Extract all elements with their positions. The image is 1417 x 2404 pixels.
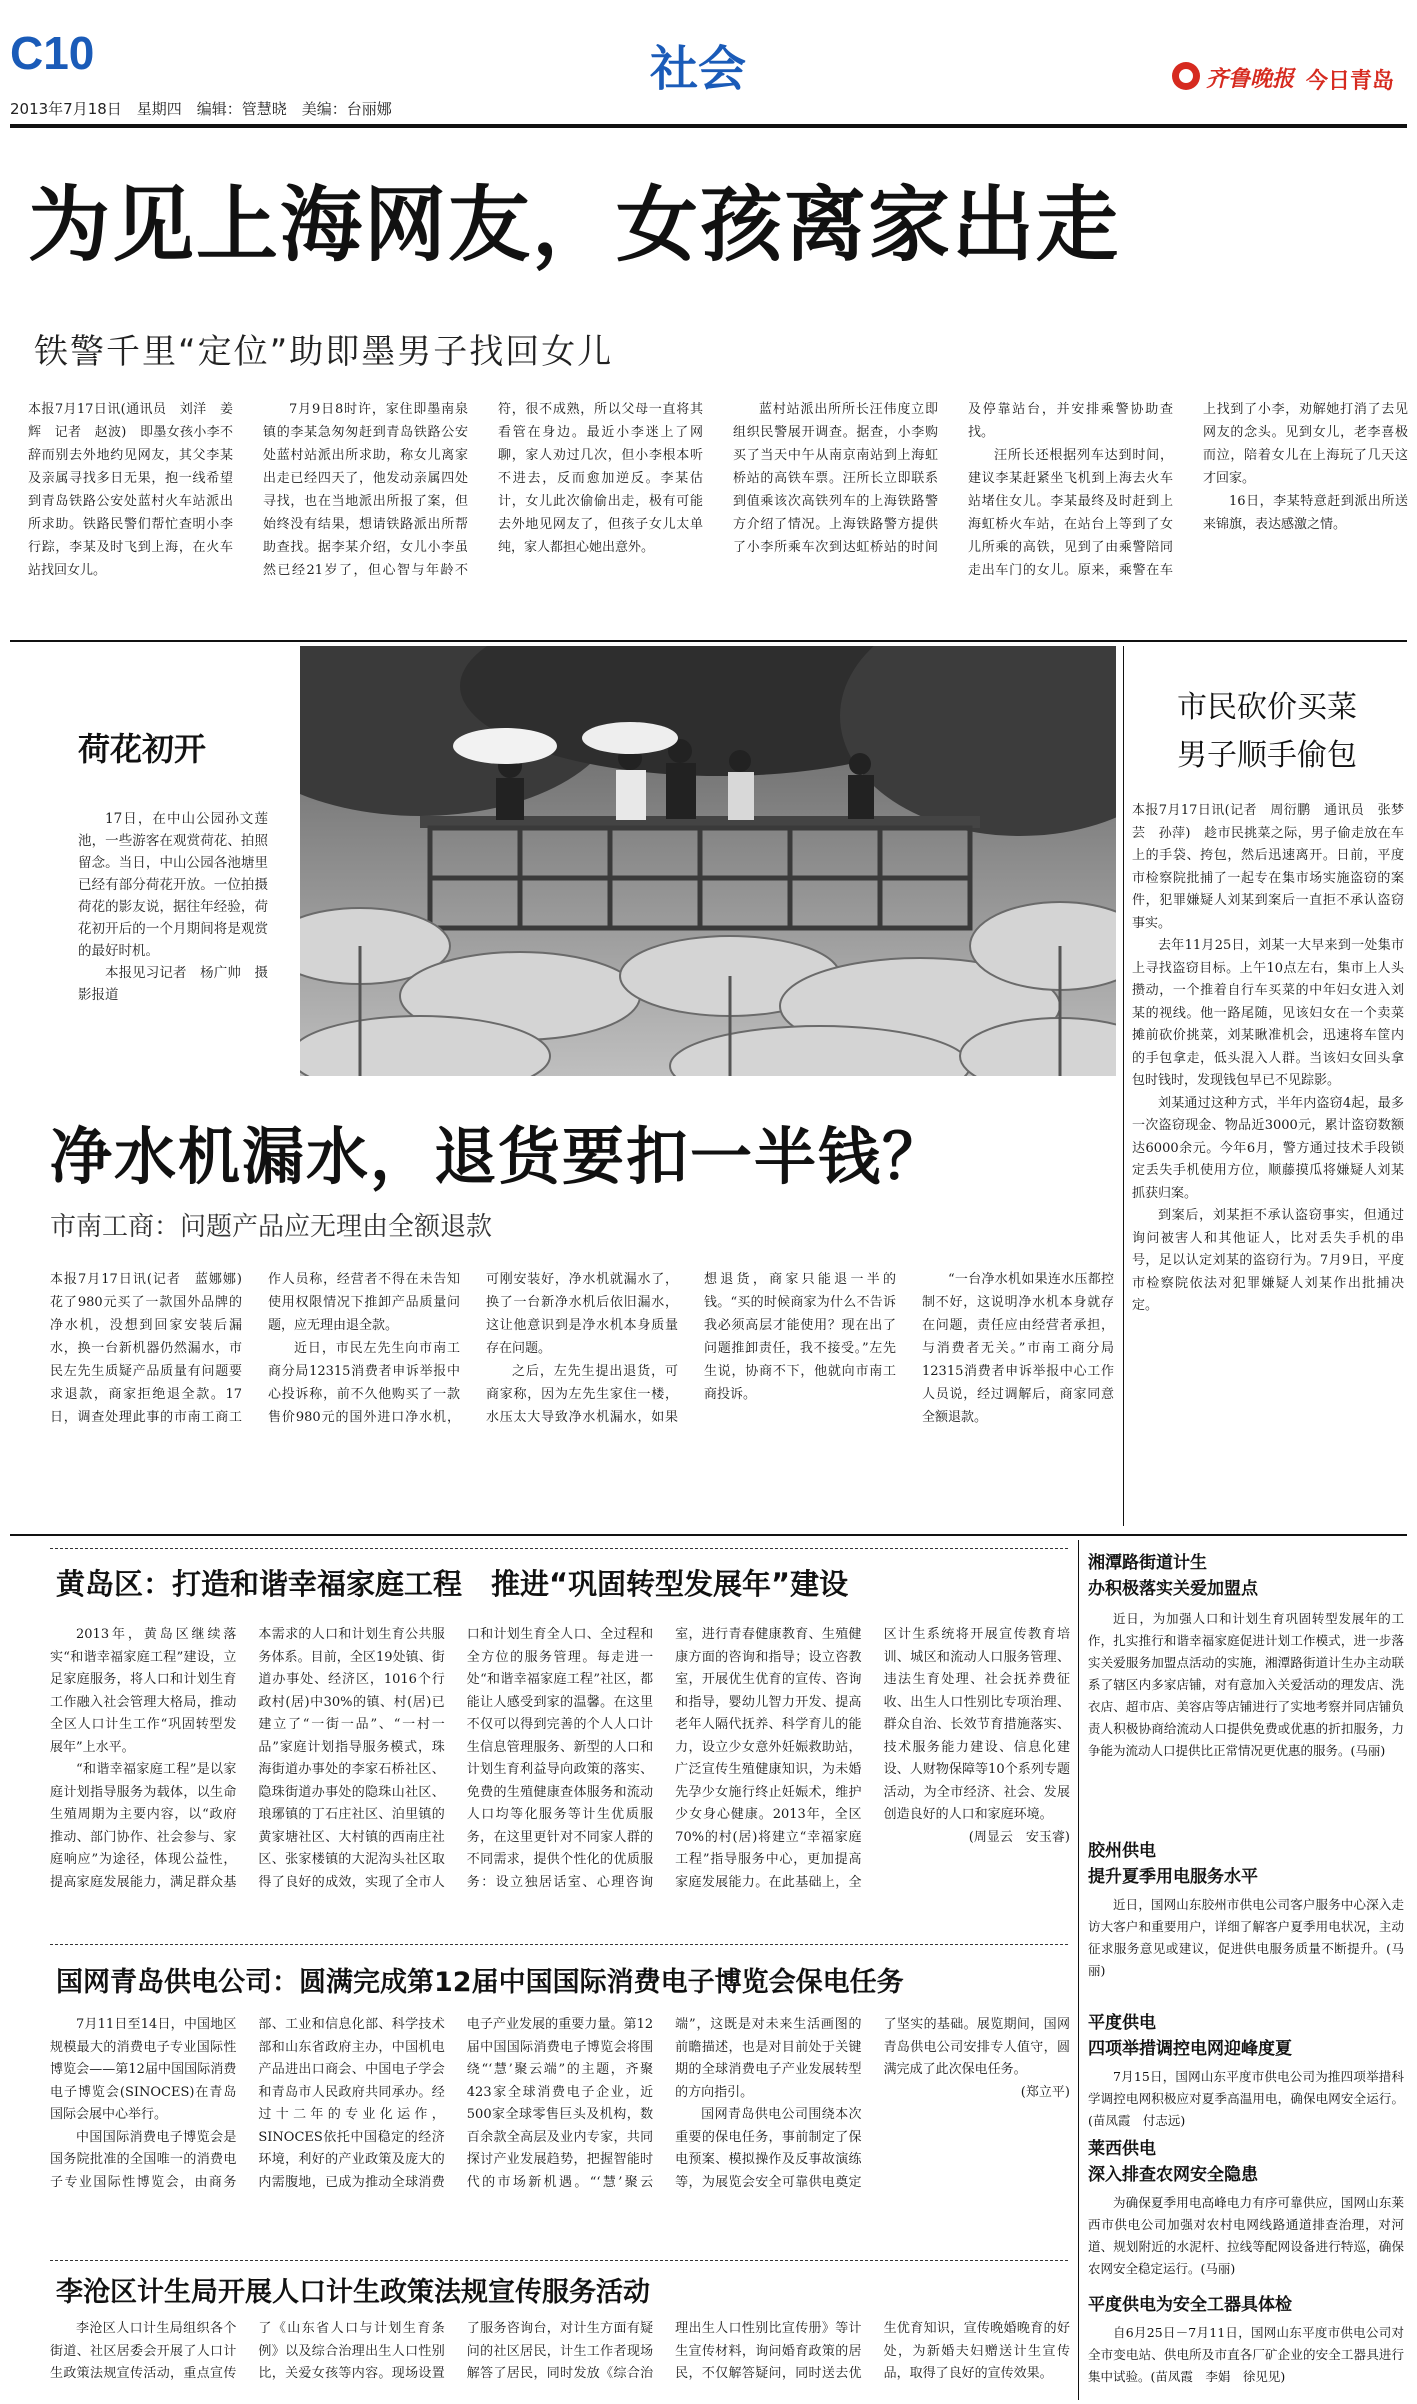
sidebar-item-body [1088,2322,1404,2400]
sidebar-item-text: 为确保夏季用电高峰电力有序可靠供应，国网山东莱西市供电公司加强对农村电网线路通道排查治理，对河道、规划附近的水泥杆、拉线等配网设备进行特巡，确保农网安全稳定运行。(马丽) [1088,2195,1404,2276]
sidebar-item-title-line2: 深入排查农网安全隐患 [1088,2165,1258,2185]
story3-para: 去年11月25日，刘某一大早来到一处集市上寻找盗窃目标。上午10点左右，集市上人头攒动，一个推着自行车买菜的中年妇女进入刘某的视线。他一路尾随，见该妇女在一个卖菜摊前砍价挑菜，刘某瞅准机会，迅速将车筐内的手包拿走，低头混入人群。当该妇女回头拿包时钱时，发现钱包早已不见踪影。 [1132,938,1404,1088]
story3-headline-line1: 市民砍价买菜 [1177,690,1357,725]
story6-headline: 李沧区计生局开展人口计生政策法规宣传服务活动 [56,2277,650,2308]
story2-para: “一台净水机如果连水压都控制不好，这说明净水机本身就存在问题，责任应由经营者承担，与消费者无关。”市南工商分局12315消费者申诉举报中心工作人员说，经过调解后，商家同意全额退款。 [922,1272,1114,1425]
story5-para: 7月11日至14日，中国地区规模最大的消费电子专业国际性博览会——第12届中国国际消费电子博览会(SINOCES)在青岛国际会展中心举行。 [50,2017,237,2122]
sidebar-item-title-line2: 办积极落实关爱加盟点 [1088,1579,1258,1599]
story4-para: “和谐幸福家庭工程”是以家庭计划指导服务为载体，以生命生殖周期为主要内容，以“政府推动、部门协作、社会参与、家庭响应”为途径，体现公益性，提高家庭发展能力，满足群众基本需求的人口和计划生育公共服务体系。目前，全区19处镇、街道办事处、经济区，1016个行政村(居)中30%的镇、村(居)已建立了“一街一品”、“一村一品”家庭计划指导服务模式，珠海街道办事处的李家石桥社区、隐珠街道办事处的隐珠山社区、琅琊镇的丁石庄社区、泊里镇的黄家塘社区、大村镇的西南庄社区、张家楼镇的大泥沟头社区取得了良好的成效，实现了全市人口和计划生育全人口、全过程和全方位的服务管理。每走进一处“和谐幸福家庭工程”社区，都能让人感受到家的温馨。在这里不仅可以得到完善的个人人口计生信息管理服务、新型的人口和计划生育利益导向政策的落实、免费的生殖健康查体服务和流动人口均等化服务等计生优质服务，在这里更针对不同家人群的不同需求，提供个性化的优质服务：设立独居话室、心理咨询室，进行青春健康教育、生殖健康方面的咨询和指导；设立咨教室，开展优生优育的宣传、咨询和指导，婴幼儿智力开发、提高老年人隔代抚养、科学育儿的能力，设立少女意外妊娠救助站，广泛宣传生殖健康知识，为未婚先孕少女施行终止妊娠术，维护少女身心健康。2013年，全区70%的村(居)将建立“幸福家庭工程”指导服务中心，更加提高家庭发展能力。在此基础上，全区计生系统将开展宣传教育培训、城区和流动人口服务管理、违法生育处理、社会抚养费征收、出生人口性别比专项治理、群众自治、长效节育措施落实、技术服务能力建设、信息化建设、人财物保障等10个系列专题活动，为全市经济、社会、发展创造良好的人口和家庭环境。 [50,1627,1070,1890]
story2-subheadline: 市南工商：问题产品应无理由全额退款 [50,1212,493,1242]
story1-para: 汪所长还根据列车达到时间，建议李某赶紧坐飞机到上海去火车站堵住女儿。李某最终及时赶到上海虹桥火车站，在站台上等到了女儿所乘的高铁，见到了由乘警陪同走出车门的女儿。原来，乘警在车上找到了小李，劝解她打消了去见网友的念头。见到女儿，老李喜极而泣，陪着女儿在上海玩了几天这才回家。 [968,402,1408,578]
story4-body [50,1624,1070,1934]
story4-headline: 黄岛区：打造和谐幸福家庭工程 推进“巩固转型发展年”建设 [56,1567,849,1601]
sidebar-item-title [1088,1838,1404,1890]
story2-para: 本报7月17日讯(记者 蓝娜娜) 花了980元买了一款国外品牌的净水机，没想到回家安装后漏水，换一台新机器仍然漏水，市民左先生质疑产品质量有问题要求退款，商家拒绝退全款。17日，调查处理此事的市南工商工作人员称，经营者不得在未告知使用权限情况下推卸产品质量问题，应无理由退全款。 [50,1272,460,1425]
story4-byline: (周显云 安玉睿) [968,1829,1070,1845]
sidebar-item-title [1088,2136,1404,2188]
photo-credit: 本报见习记者 杨广帅 摄影报道 [78,965,268,1003]
divider [10,640,1407,642]
story1-para: 7月9日8时许，家住即墨南泉镇的李某急匆匆赶到青岛铁路公安处蓝村站派出所求助，称女儿离家出走已经四天了，他发动亲属四处寻找，也在当地派出所报了案，但始终没有结果，想请铁路派出所帮助查找。据李某介绍，女儿小李虽然已经21岁了，但心智与年龄不符，很不成熟，所以父母一直将其看管在身边。最近小李迷上了网聊，家人劝过几次，但小李根本听不进去，反而愈加逆反。李某估计，女儿此次偷偷出走，极有可能去外地见网友了，但孩子女儿太单纯，家人都担心她出意外。 [263,402,703,578]
story1-para: 本报7月17日讯(通讯员 刘洋 姜辉 记者 赵波) 即墨女孩小李不辞而别去外地约见网友，其父李某及亲属寻找多日无果，抱一线希望到青岛铁路公安处蓝村火车站派出所求助。铁路民警们帮忙查明小李行踪，李某及时飞到上海，在火车站找回女儿。 [28,402,233,578]
story3-headline [1132,684,1402,780]
sidebar-item-body [1088,1894,1404,2004]
story6-para: 李沧区人口计生局组织各个街道、社区居委会开展了人口计生政策法规宣传活动，重点宣传了《山东省人口与计划生育条例》以及综合治理出生人口性别比，关爱女孩等内容。现场设置了服务咨询台，对计生方面有疑问的社区居民，计生工作者现场解答了居民，同时发放《综合治理出生人口性别比宣传册》等计生宣传材料，询问婚育政策的居民，不仅解答疑问，同时送去优生优育知识，宣传晚婚晚育的好处，为新婚夫妇赠送计生宣传品，取得了良好的宣传效果。 [50,2321,1070,2381]
story3-headline-line2: 男子顺手偷包 [1177,738,1357,773]
right-column-rule [1123,646,1124,1526]
sidebar-item-text: 近日，为加强人口和计划生育巩固转型发展年的工作，扎实推行和谐幸福家庭促进计划工作模式，进一步落实关爱服务加盟点活动的实施，湘潭路街道计生办主动联系了辖区内多家店铺，对有意加入关爱活动的理发店、洗衣店、超市店、美容店等店铺进行了实地考察并同店铺负责人积极协商给流动人口提供免费或优惠的折扣服务，力争能为流动人口提供比正常情况更优惠的服务。(马丽) [1088,1611,1404,1758]
sidebar-item-title [1088,1550,1404,1602]
story3-body [1132,800,1404,1514]
story5-para: 中国国际消费电子博览会是国务院批准的全国唯一的消费电子专业国际性博览会，由商务部、工业和信息化部、科学技术部和山东省政府主办，中国机电产品进出口商会、中国电子学会和青岛市人民政府共同承办。经过十二年的专业化运作，SINOCES依托中国稳定的经济环境，利好的产业政策及庞大的内需腹地，已成为推动全球消费电子产业发展的重要力量。第12届中国国际消费电子博览会将围绕“‘慧’聚云端”的主题，齐聚423家全球消费电子企业，近500家全球零售巨头及机构，数百余款全高层及业内专家，共同探讨产业发展趋势，把握智能时代的市场新机遇。“‘慧’聚云端”，这既是对未来生活画图的前瞻描述，也是对目前处于关键期的全球消费电子产业发展转型的方向指引。 [50,2017,862,2190]
story1-para: 16日，李某特意赶到派出所送来锦旗，表达感激之情。 [1203,494,1408,532]
story5-byline: (郑立平) [1020,2084,1070,2100]
story2-para: 近日，市民左先生向市南工商分局12315消费者申诉举报中心投诉称，前不久他购买了一款售价980元的国外进口净水机，可刚安装好，净水机就漏水了，换了一台新净水机后依旧漏水，这让他意识到是净水机本身质量存在问题。 [268,1272,678,1425]
sidebar-rule [1078,1540,1079,2400]
paper-logo [1170,58,1405,98]
sidebar-item-title-line1: 莱西供电 [1088,2139,1156,2159]
divider [50,1944,1068,1945]
section-label: 社会 [650,41,747,97]
sidebar-item-body [1088,2066,1404,2132]
photo-caption-box [78,808,268,1006]
story5-headline: 国网青岛供电公司：圆满完成第12届中国国际消费电子博览会保电任务 [56,1967,904,1998]
photo-title: 荷花初开 [78,730,207,768]
sidebar-item-title-line1: 平度供电 [1088,2013,1156,2033]
story1-para: 蓝村站派出所所长汪伟度立即组织民警展开调查。据查，小李购买了当天中午从南京南站到上海虹桥站的高铁车票。汪所长立即联系到值乘该次高铁列车的上海铁路警方介绍了情况。上海铁路警方提供了小李所乘车次到达虹桥站的时间及停靠站台，并安排乘警协助查找。 [733,402,1173,555]
sidebar-item-title-line1: 胶州供电 [1088,1841,1156,1861]
story2-para: 之后，左先生提出退货，可商家称，因为左先生家住一楼，水压太大导致净水机漏水，如果想退货，商家只能退一半的钱。“买的时候商家为什么不告诉我必须高层才能使用？现在出了问题推卸责任，我不接受。”左先生说，协商不下，他就向市南工商投诉。 [486,1272,896,1425]
story5-para: 国网青岛供电公司围绕本次重要的保电任务，事前制定了保电预案、模拟操作及反事故演练等，为展览会安全可靠供电奠定了坚实的基础。展览期间，国网青岛供电公司安排专人值守，圆满完成了此次保电任务。 [675,2017,1070,2190]
page-number: C10 [10,27,95,79]
masthead-rule [10,124,1407,128]
story1-body [28,398,1408,632]
sidebar-item-title [1088,2292,1404,2318]
divider [50,2260,1068,2261]
sidebar-item-text: 自6月25日－7月11日，国网山东平度市供电公司对全市变电站、供电所及市直各厂矿企业的安全工器具进行集中试验。(苗凤霞 李娟 徐见见) [1088,2325,1404,2384]
story4-top-rule [50,1548,1068,1549]
story4-para: 2013年，黄岛区继续落实“和谐幸福家庭工程”建设，立足家庭服务，将人口和计划生育工作融入社会管理大格局，推动全区人口计生工作“巩固转型发展年”上水平。 [50,1627,237,1755]
sidebar-item-body [1088,1608,1404,1830]
sidebar-item-title-line2: 四项举措调控电网迎峰度夏 [1088,2039,1292,2059]
lotus-photo-image [300,646,1116,1076]
story2-body [50,1268,1114,1530]
logo-sun-icon [1170,60,1202,92]
lotus-photo [300,646,1116,1076]
story5-body [50,2014,1070,2252]
divider [10,1534,1407,1536]
sidebar-item-body [1088,2192,1404,2288]
story1-subheadline: 铁警千里“定位”助即墨男子找回女儿 [34,332,614,372]
sidebar-item-title-line1: 湘潭路街道计生 [1088,1553,1207,1573]
sidebar-item-title [1088,2010,1404,2062]
story3-para: 本报7月17日讯(记者 周衍鹏 通讯员 张梦芸 孙萍) 趁市民挑菜之际，男子偷走放在车上的手袋、挎包，然后迅速离开。日前，平度市检察院批捕了一起专在集市场实施盗窃的案件，犯罪嫌疑人刘某到案后一直拒不承认盗窃事实。 [1132,803,1404,931]
sidebar-item-title-line2: 提升夏季用电服务水平 [1088,1867,1258,1887]
date-line: 2013年7月18日 星期四 编辑：管慧晓 美编：台丽娜 [10,100,392,118]
paper-logo-name: 齐鲁晚报 [1206,66,1295,92]
story2-headline: 净水机漏水，退货要扣一半钱？ [50,1120,947,1193]
story1-headline: 为见上海网友，女孩离家出走 [28,178,1121,273]
story6-body [50,2318,1070,2396]
sidebar-item-text: 7月15日，国网山东平度市供电公司为推四项举措科学调控电网积极应对夏季高温用电，确保电网安全运行。(苗凤霞 付志远) [1088,2069,1404,2128]
story3-para: 到案后，刘某拒不承认盗窃事实，但通过询问被害人和其他证人，比对丢失手机的串号，足以认定刘某的盗窃行为。7月9日，平度市检察院依法对犯罪嫌疑人刘某作出批捕决定。 [1132,1208,1404,1313]
sidebar-item-title-line1: 平度供电为安全工器具体检 [1088,2295,1292,2315]
paper-brand: 今日青岛 [1306,69,1395,94]
photo-caption: 17日，在中山公园孙文莲池，一些游客在观赏荷花、拍照留念。当日，中山公园各池塘里已经有部分荷花开放。一位拍摄荷花的影友说，据往年经验，荷花初开后的一个月期间将是观赏的最好时机。 [78,811,268,959]
story3-para: 刘某通过这种方式，半年内盗窃4起，最多一次盗窃现金、物品近3000元，累计盗窃数额达6000余元。今年6月，警方通过技术手段锁定丢失手机使用方位，顺藤摸瓜将嫌疑人刘某抓获归案。 [1132,1095,1404,1201]
sidebar-item-text: 近日，国网山东胶州市供电公司客户服务中心深入走访大客户和重要用户，详细了解客户夏季用电状况，主动征求服务意见或建议，促进供电服务质量不断提升。(马丽) [1088,1897,1404,1978]
